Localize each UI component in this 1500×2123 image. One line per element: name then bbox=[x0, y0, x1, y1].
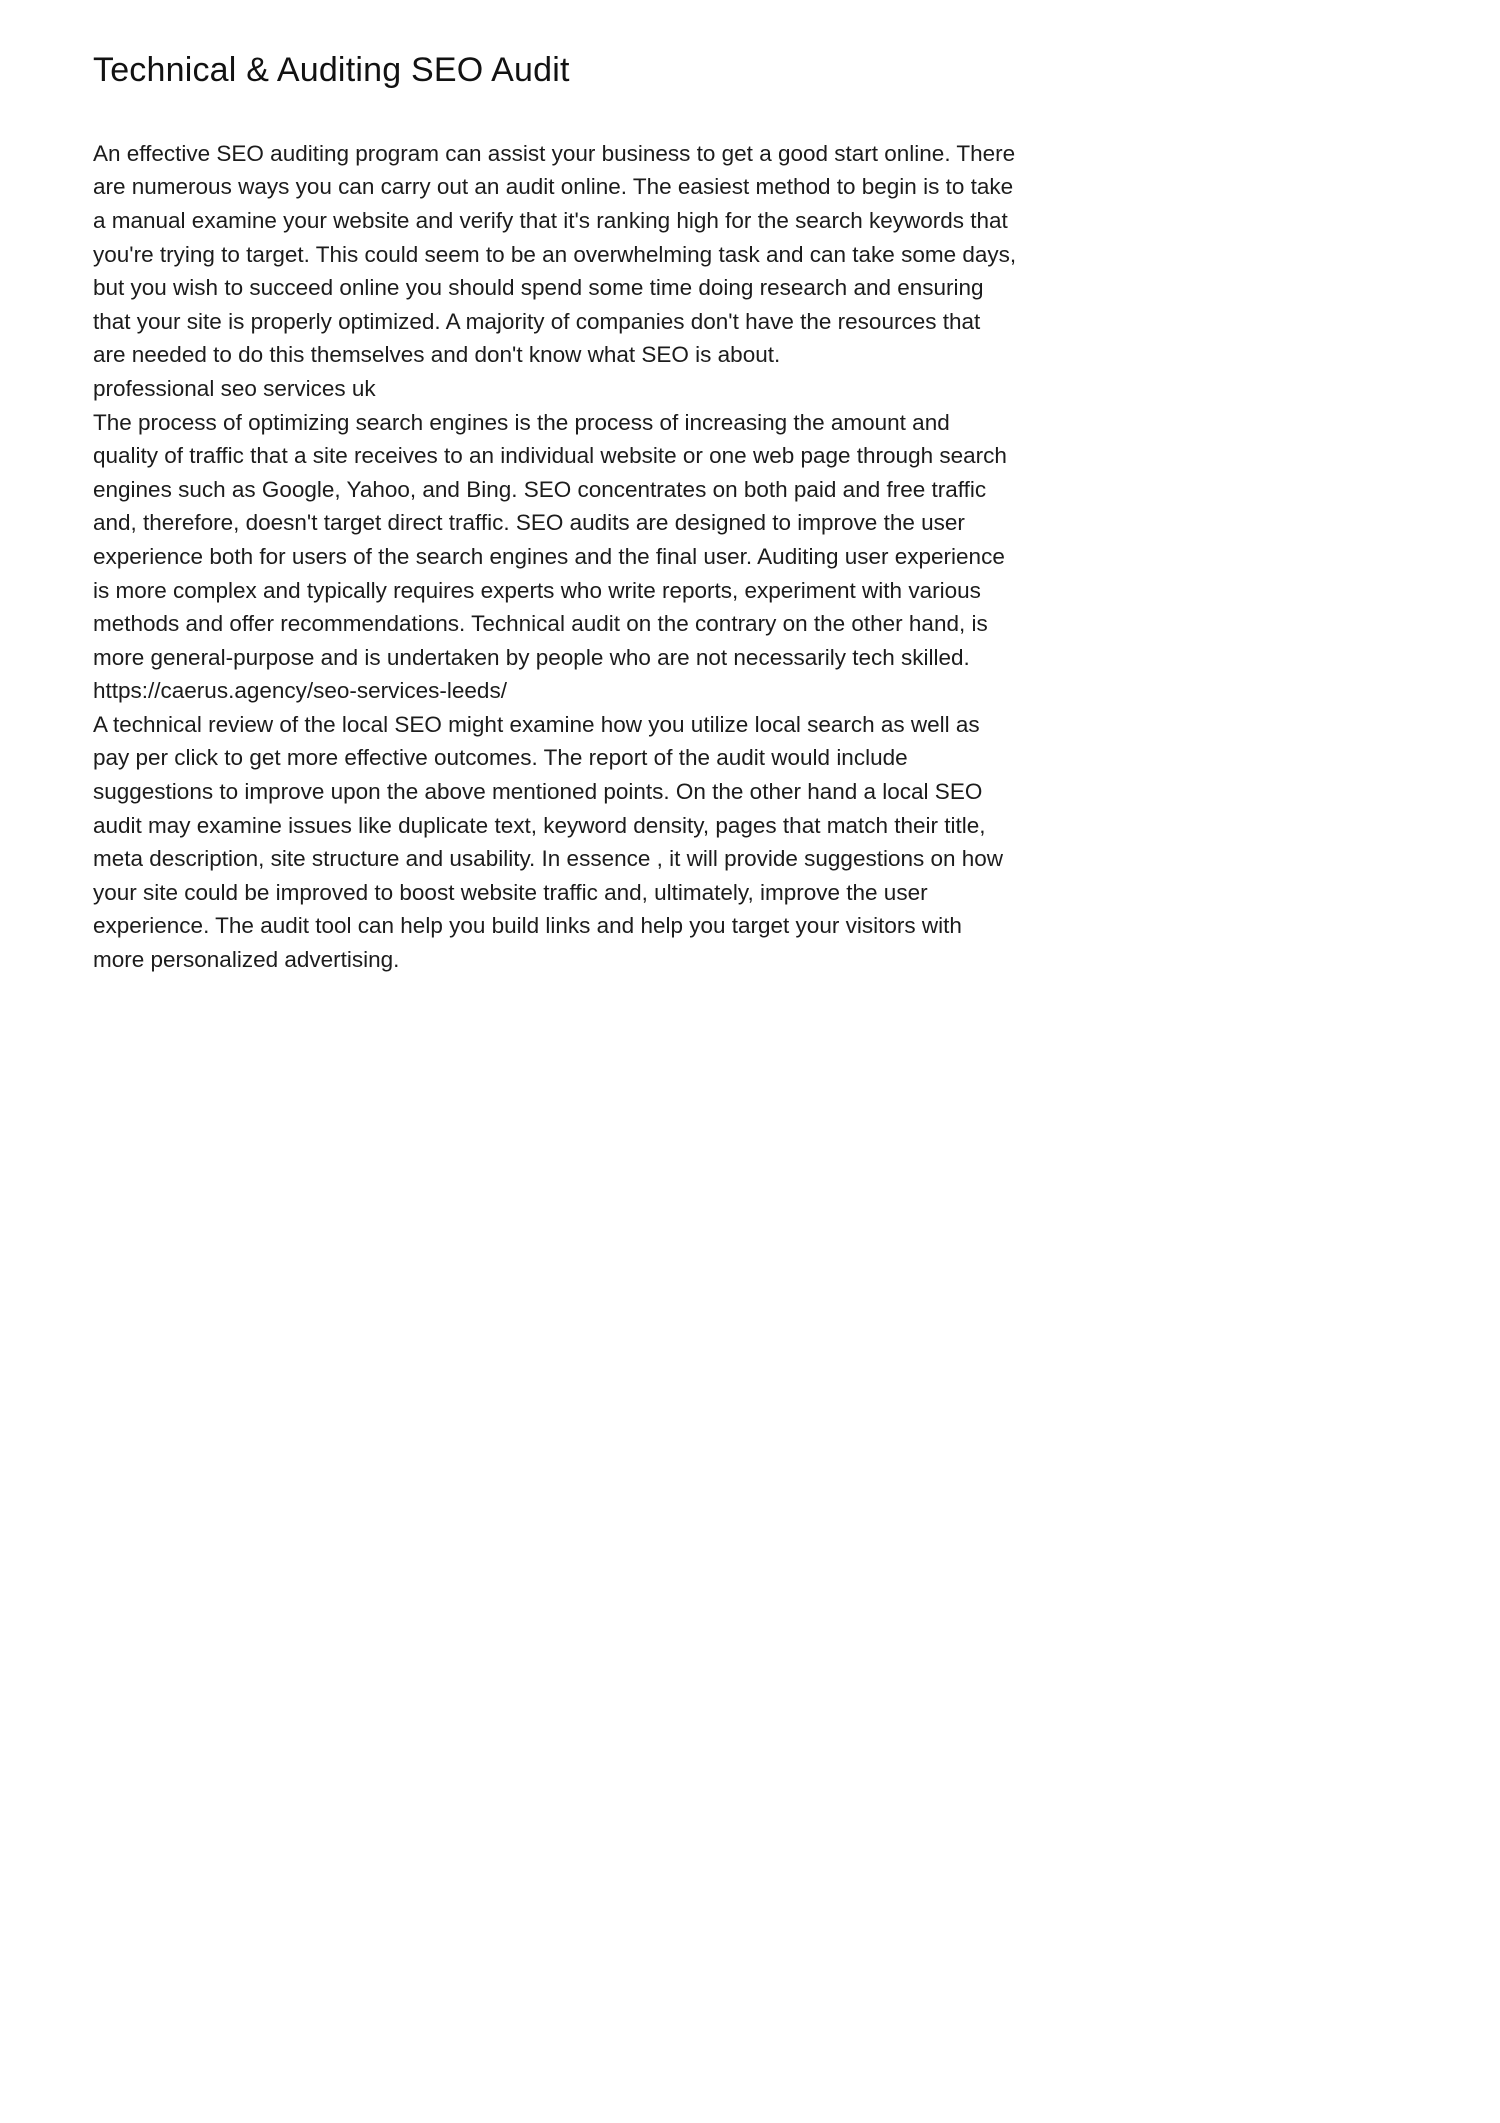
document-content bbox=[93, 50, 1017, 977]
url-text-caerus-agency: https://caerus.agency/seo-services-leeds/ bbox=[93, 678, 507, 704]
anchor-text-professional-seo-services-uk: professional seo services uk bbox=[93, 375, 376, 401]
paragraph-intro: An effective SEO auditing program can assist your business to get a good start online. There are numerous ways you can carry out an audit online. The easiest method to begin is to take a manual examine your website and verify that it's ranking high for the search keywords that you're trying to target. This could seem to be an overwhelming task and can take some days, but you wish to succeed online you should spend some time doing research and ensuring that your site is properly optimized. A majority of companies don't have the resources that are needed to do this themselves and don't know what SEO is about. bbox=[93, 140, 1017, 368]
paragraph-technical-review: A technical review of the local SEO might examine how you utilize local search as well as pay per click to get more effective outcomes. The report of the audit would include suggestions to improve upon the above mentioned points. On the other hand a local SEO audit may examine issues like duplicate text, keyword density, pages that match their title, meta description, site structure and usability. In essence , it will provide suggestions on how your site could be improved to boost website traffic and, ultimately, improve the user experience. The audit tool can help you build links and help you target your visitors with more personalized advertising. bbox=[93, 711, 1004, 973]
page-title: Technical & Auditing SEO Audit bbox=[93, 51, 570, 89]
paragraph-seo-process: The process of optimizing search engines is the process of increasing the amount and quality of traffic that a site receives to an individual website or one web page through search engines such as Google, Yahoo, and Bing. SEO concentrates on both paid and free traffic and, therefore, doesn't target direct traffic. SEO audits are designed to improve the user experience both for users of the search engines and the final user. Auditing user experience is more complex and typically requires experts who write reports, experiment with various methods and offer recommendations. Technical audit on the contrary on the other hand, is more general-purpose and is undertaken by people who are not necessarily tech skilled. bbox=[93, 409, 1007, 670]
